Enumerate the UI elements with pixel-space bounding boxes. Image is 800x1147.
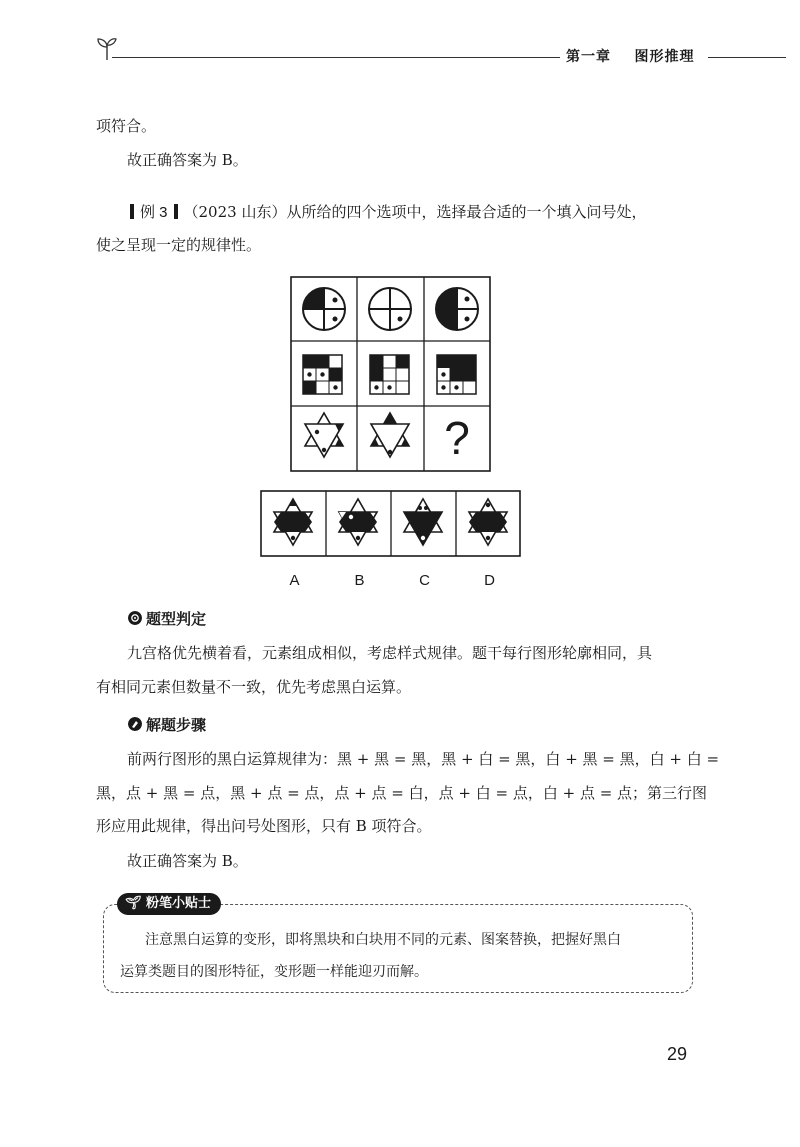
section-title-steps: 解题步骤 [146, 716, 207, 734]
chapter-title [566, 46, 695, 66]
steps-icon [128, 717, 142, 731]
section2-line-2: 黑，点 + 黑 = 点，黑 + 点 = 点，点 + 点 = 白，点 + 白 = 点，白 + 点 = 点；第三行图 [96, 784, 708, 802]
circle-figure-2 [369, 288, 411, 330]
puzzle-grid [290, 276, 491, 472]
grid-figure-2 [370, 355, 409, 394]
example-source: （2023 山东）从所给的四个选项中，选择最合适的一个填入问号处， [183, 203, 647, 221]
option-label-b: B [354, 572, 365, 589]
circle-figure-3 [436, 288, 478, 330]
page-number: 29 [667, 1044, 688, 1064]
page-header [96, 34, 786, 68]
chapter-label: 第一章 [566, 49, 611, 65]
example-heading [124, 202, 646, 223]
tip-badge-label: 粉笔小贴士 [146, 896, 212, 911]
section-title-type: 题型判定 [146, 610, 207, 628]
intro-line-2: 故正确答案为 B。 [127, 151, 248, 169]
header-rule-right [708, 57, 786, 58]
grid-figure-1 [303, 355, 342, 394]
header-rule-mid [542, 57, 560, 58]
tip-sprout-icon: 🌱︎ [125, 896, 142, 911]
answer-options [260, 490, 521, 557]
section1-line-2: 有相同元素但数量不一致，优先考虑黑白运算。 [96, 678, 412, 696]
section2-line-1: 前两行图形的黑白运算规律为：黑 + 黑 = 黑，黑 + 白 = 黑，白 + 黑 = 黑，白 + 白 = [127, 750, 720, 768]
section2-line-3: 形应用此规律，得出问号处图形，只有 B 项符合。 [96, 817, 432, 835]
chapter-topic: 图形推理 [634, 49, 695, 65]
tip-line-2: 运算类题目的图形特征，变形题一样能迎刃而解。 [120, 964, 428, 980]
question-mark: ? [444, 412, 470, 464]
grid-figure-3 [437, 355, 476, 394]
intro-line-1: 项符合。 [96, 117, 157, 135]
example-line-2: 使之呈现一定的规律性。 [96, 236, 262, 254]
option-label-a: A [289, 572, 300, 589]
circle-figure-1 [303, 288, 345, 330]
section2-line-4: 故正确答案为 B。 [127, 852, 248, 870]
option-label-c: C [419, 572, 430, 589]
example-tag: 例 3 [140, 204, 168, 221]
section1-line-1: 九宫格优先横着看，元素组成相似，考虑样式规律。题干每行图形轮廓相同，具 [127, 644, 653, 662]
tip-badge [117, 893, 221, 915]
example-bar-right [174, 204, 178, 219]
option-label-d: D [484, 572, 495, 589]
header-rule-left [112, 57, 542, 58]
example-bar-left [130, 204, 134, 219]
tip-line-1: 注意黑白运算的变形，即将黑块和白块用不同的元素、图案替换，把握好黑白 [145, 932, 621, 948]
option-labels [260, 572, 521, 592]
gear-icon [128, 611, 142, 625]
